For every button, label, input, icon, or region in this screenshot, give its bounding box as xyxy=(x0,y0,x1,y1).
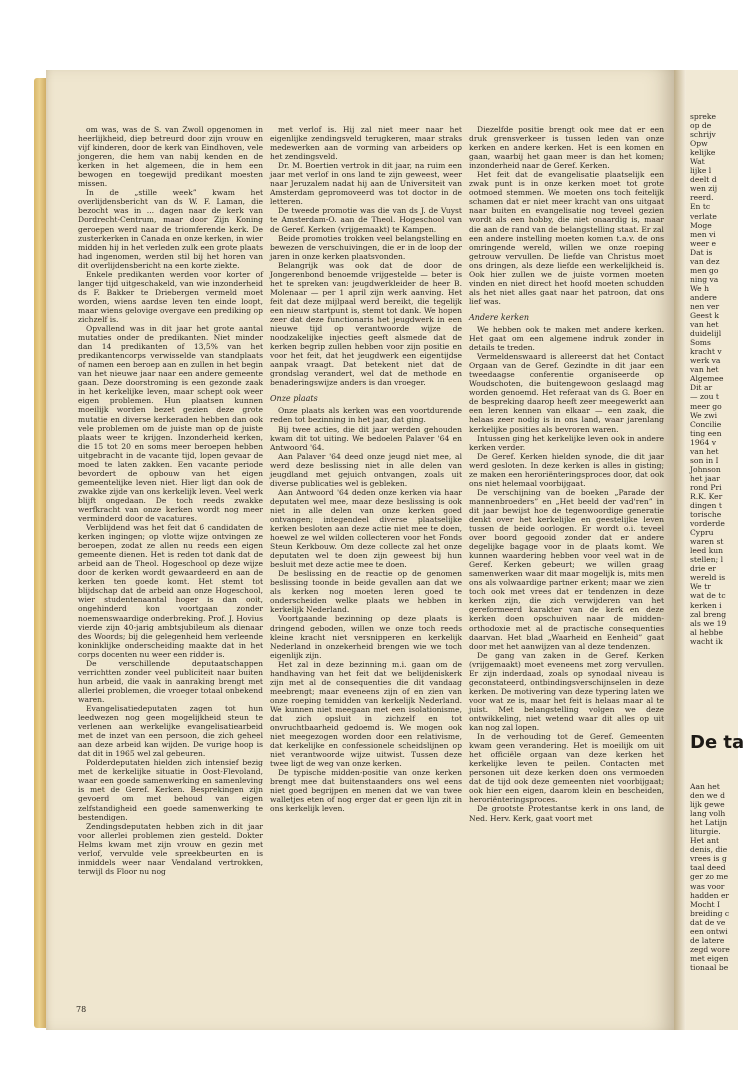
right-page-text xyxy=(690,112,750,646)
right-page-line: werk va xyxy=(690,356,721,366)
right-page-line: het jaar xyxy=(690,473,720,483)
paragraph: Diezelfde positie brengt ook mee dat er een druk grensverkeer is tussen leden van onze kerken en andere kerken. Het is een komen en gaan, waarbij het gaan meer is dan het komen; inzonderheid naar de Geref. Kerken. xyxy=(469,125,664,171)
right-page-line: reerd. xyxy=(690,193,714,203)
paragraph: In de „stille week” kwam het overlijdensbericht van ds W. F. Laman, die bezocht was in ... dagen naar de kerk van Dordrecht-Centrum, maar door Zijn Koning geroepen werd naar de triomferende kerk. De zusterkerken in Canada en onze kerken, in wier midden hij in het verleden zulk een grote plaats had ingenomen, werden stil bij het horen van dit overlijdensbericht na een korte ziekte. xyxy=(78,188,263,270)
paragraph: Belangrijk was ook dat de door de Jongerenbond benoemde vrijgestelde — beter is het te spreken van: jeugdwerkleider de heer B. Molenaar — per 1 april zijn werk aanving. Het feit dat deze mijlpaal werd bereikt, die tegelijk een nieuw startpunt is, stemt tot dank. We hopen zeer dat deze functionaris het jeugdwerk in een nieuwe tijd op verantwoorde wijze de noodzakelijke injecties geeft alsmede dat de kerken begrip zullen hebben voor zijn positie en voor het feit, dat het jeugdwerk een eigentijdse aanpak vraagt. Dat betekent niet dat de grondslag verandert, wel dat de methode en benaderingswijze anders is dan vroeger. xyxy=(270,260,462,388)
right-page-line: breiding c xyxy=(690,908,730,918)
right-page-line: Dat is xyxy=(690,247,713,257)
right-page-line: andere xyxy=(690,292,717,302)
paragraph: Onze plaats als kerken was een voortdurende reden tot bezinning in het jaar, dat ging. xyxy=(270,406,462,425)
right-page xyxy=(686,70,745,1030)
paragraph: De beslissing en de reactie op de genomen beslissing toonde in beide gevallen aan dat we als kerken nog moeten leren goed te onderscheiden welke plaats we hebben in kerkelijk Nederland. xyxy=(270,569,462,615)
right-page-line: vrees is g xyxy=(690,854,727,864)
paragraph: Het zal in deze bezinning m.i. gaan om de handhaving van het feit dat we belijdeniskerk zijn met al de consequenties die dit vandaag meebrengt; maar eveneens zijn of en zien van onze roeping temidden van kerkelijk Nederland. We kunnen niet meegaan met een isolationisme, dat zich opsluit in zichzelf en tot onvruchtbaarheid gedoemd is. We mogen ook niet meegezogen worden door een relativisme, dat kerkelijke en confessionele scheidslijnen op niet verantwoorde wijze uitwist. Tussen deze twee ligt de weg van onze kerken. xyxy=(270,659,462,769)
right-page-line: schrijv xyxy=(690,130,716,140)
right-page-line: nen ver xyxy=(690,301,720,311)
right-page-line: Moge xyxy=(690,220,712,230)
paragraph: De typische midden-positie van onze kerken brengt mee dat buitenstaanders ons wel eens niet goed begrijpen en menen dat we van twee walletjes eten of nog erger dat er geen lijn zit in ons kerkelijk leven. xyxy=(270,768,462,814)
right-page-heading: De ta xyxy=(690,732,745,753)
right-page-line: Concilie xyxy=(690,419,722,429)
text-column-2 xyxy=(270,125,462,1030)
right-page-line: wacht ik xyxy=(690,636,723,646)
right-page-line: kracht v xyxy=(690,347,722,357)
book-gutter xyxy=(674,70,686,1030)
paragraph: Intussen ging het kerkelijke leven ook in andere kerken verder. xyxy=(469,433,664,452)
paragraph: Enkele predikanten werden voor korter of langer tijd uitgeschakeld, van wie inzonderheid ds F. Bakker te Driebergen vermeld moet worden, wiens aardse leven ten einde loopt, maar wiens gelovige overgave een prediking op zichzelf is. xyxy=(78,269,263,324)
right-page-line: van het xyxy=(690,446,719,456)
right-page-line: de latere xyxy=(690,935,725,945)
right-page-line: dat de ve xyxy=(690,917,726,927)
right-page-line: lang volh xyxy=(690,809,726,819)
paragraph: We hebben ook te maken met andere kerken. Het gaat om een algemene indruk zonder in details te treden. xyxy=(469,324,664,353)
right-page-line: wat de tc xyxy=(690,591,726,601)
right-page-line: van het xyxy=(690,365,719,375)
right-page-line: dingen t xyxy=(690,501,722,511)
right-page-line: zegd wore xyxy=(690,944,730,954)
right-page-line: duidelijl xyxy=(690,329,722,339)
paragraph: De verschijning van de boeken „Parade der mannenbroeders” en „Het beeld der vad'ren” in dit jaar bewijst hoe de tegenwoordige generatie denkt over het kerkelijke en geestelijke leven tussen de beide oorlogen. Er wordt o.i. teveel over boord gegooid zonder dat er andere degelijke bagage voor in de plaats komt. We kunnen waardering hebben voor veel wat in de Geref. Kerken gebeurt; we willen graag samenwerken waar dit maar mogelijk is, mits men ons als volwaardige partner erkent; maar we zien toch ook met vrees dat er tendenzen in deze kerken zijn, die zich verwijderen van het gereformeerd karakter van de kerk en deze kerken doen opschuiven naar de midden-orthodoxie met al de practische consequenties daarvan. Het blad „Waarheid en Eenheid” gaat door met het aanwijzen van al deze tendenzen. xyxy=(469,487,664,651)
right-page-line: verlate xyxy=(690,211,717,221)
right-page-line: wereld is xyxy=(690,573,726,583)
right-page-line: We tr xyxy=(690,582,711,592)
page-number: 78 xyxy=(76,1005,87,1014)
right-page-line: stellen; l xyxy=(690,555,724,565)
right-page-text-2 xyxy=(690,782,750,972)
paragraph: In de verhouding tot de Geref. Gemeenten kwam geen verandering. Het is moeilijk om uit het officiële orgaan van deze kerken het kerkelijke leven te peilen. Contacten met personen uit deze kerken doen ons vermoeden dat de tijd ook deze gemeenten niet voorbijgaat; ook hier een eigen, daarom klein en bescheiden, heroriënteringsproces. xyxy=(469,732,664,805)
text-column-1 xyxy=(78,125,263,1030)
right-page-line: Cypru xyxy=(690,528,714,538)
paragraph: Vermeldenswaard is allereerst dat het Contact Orgaan van de Geref. Gezindte in dit jaar een tweedaagse conferentie organiseerde op Woudschoten, die buitengewoon geslaagd mag worden genoemd. Het referaat van ds G. Boer en de bespreking daarop heeft zeer meegewerkt aan een leren kennen van elkaar — een zaak, die helaas zeer nodig is in ons land, waar jarenlang kerkelijke posities als bevroren waren. xyxy=(469,352,664,434)
right-page-line: men vi xyxy=(690,229,716,239)
paragraph: De tweede promotie was die van ds J. de Vuyst te Amsterdam-O. aan de Theol. Hogeschool van de Geref. Kerken (vrijgemaakt) te Kampen. xyxy=(270,206,462,234)
right-page-line: als we 19 xyxy=(690,618,727,628)
right-page-line: waren st xyxy=(690,537,724,547)
section-heading: Onze plaats xyxy=(270,394,318,404)
right-page-line: Wat xyxy=(690,157,705,167)
right-page-line: zal breng xyxy=(690,609,727,619)
right-page-line: leed kun xyxy=(690,546,724,556)
right-page-line: al hebbe xyxy=(690,627,723,637)
right-page-line: Algemee xyxy=(690,374,724,384)
right-page-line: het Latijn xyxy=(690,818,728,828)
right-page-line: op de xyxy=(690,121,712,131)
right-page-line: lijk gewe xyxy=(690,800,725,810)
paragraph: Evangelisatiedeputaten zagen tot hun leedwezen nog geen mogelijkheid steun te verlenen aan werkelijke evangelisatiearbeid met de inzet van een persoon, die zich geheel aan deze arbeid kan wijden. De vurige hoop is dat dit in 1965 wel zal gebeuren. xyxy=(78,704,263,759)
right-page-line: Mocht I xyxy=(690,899,720,909)
right-page-line: torische xyxy=(690,510,722,520)
right-page-line: 1964 v xyxy=(690,437,717,447)
right-page-line: drie er xyxy=(690,564,716,574)
right-page-line: van dez xyxy=(690,256,720,266)
right-page-line: hadden er xyxy=(690,890,730,900)
right-page-line: weer e xyxy=(690,238,717,248)
right-page-line: vorderde xyxy=(690,519,725,529)
paragraph: met verlof is. Hij zal niet meer naar het eigenlijke zendingsveld terugkeren, maar straks medewerken aan de vorming van arbeiders op het zendingsveld. xyxy=(270,125,462,162)
paragraph: Aan Palaver '64 deed onze jeugd niet mee, al werd deze beslissing niet in alle delen van jeugdland met gejuich ontvangen, zoals uit diverse publicaties wel is gebleken. xyxy=(270,451,462,488)
section-heading: Andere kerken xyxy=(469,312,530,322)
right-page-line: Soms xyxy=(690,338,711,348)
paragraph: Polderdeputaten hielden zich intensief bezig met de kerkelijke situatie in Oost-Flevoland, waar een goede samenwerking en samenleving is met de Geref. Kerken. Besprekingen zijn gevoerd om met behoud van eigen zelfstandigheid een goede samenwerking te bestendigen. xyxy=(78,758,263,822)
right-page-line: Dit ar xyxy=(690,383,713,393)
paragraph: om was, was de S. van Zwoll opgenomen in heerlijkheid, diep betreurd door zijn vrouw en vijf kinderen, door de kerk van Eindhoven, vele jongeren, die hem van nabij kenden en de kerken in het algemeen, die in hem een bewogen en toegewijd predikant moesten missen. xyxy=(78,125,263,189)
right-page-line: En tc xyxy=(690,202,711,212)
paragraph: Beide promoties trokken veel belangstelling en bewezen de verschuivingen, die er in de loop der jaren in onze kerken plaatsvonden. xyxy=(270,233,462,261)
right-page-line: meer go xyxy=(690,401,722,411)
right-page-line: kelijke xyxy=(690,148,716,158)
right-page-line: wen zij xyxy=(690,184,718,194)
right-page-line: een ontwi xyxy=(690,926,728,936)
right-page-line: met eigen xyxy=(690,953,729,963)
right-page-line: den we d xyxy=(690,791,725,801)
paragraph: Dr. M. Boertien vertrok in dit jaar, na ruim een jaar met verlof in ons land te zijn geweest, weer naar Jeruzalem nadat hij aan de Universiteit van Amsterdam gepromoveerd was tot doctor in de letteren. xyxy=(270,161,462,207)
right-page-line: ning va xyxy=(690,274,719,284)
right-page-line: Aan het xyxy=(690,782,720,791)
right-page-line: taal deed xyxy=(690,863,726,873)
paragraph: Zendingsdeputaten hebben zich in dit jaar voor allerlei problemen zien gesteld. Dokter Helms kwam met zijn vrouw en gezin met verlof, vervulde vele spreekbeurten en is inmiddels weer naar Vendaland vertrokken, terwijl ds Floor nu nog xyxy=(78,821,263,876)
paragraph: Aan Antwoord '64 deden onze kerken via haar deputaten wel mee, maar deze beslissing is ook niet in alle delen van onze kerken goed ontvangen; integendeel diverse plaatselijke kerken besloten aan deze actie niet mee te doen, hoewel ze wel wilden collecteren voor het Fonds Steun Kerkbouw. Om deze collecte zal het onze deputaten wel te doen zijn geweest bij hun besluit met deze actie mee te doen. xyxy=(270,487,462,570)
right-page-line: was voor xyxy=(690,881,725,891)
paragraph: De verschillende deputaatschappen verrichtten zonder veel publiciteit naar buiten hun arbeid, die vaak in aanraking brengt met allerlei problemen, die vroeger totaal onbekend waren. xyxy=(78,658,263,704)
right-page-line: spreke xyxy=(690,112,716,121)
paragraph: Voortgaande bezinning op deze plaats is dringend geboden, willen we onze toch reeds kleine kracht niet versnipperen en kerkelijk Nederland in onzekerheid brengen wie we toch eigenlijk zijn. xyxy=(270,614,462,660)
right-page-line: ting een xyxy=(690,428,722,438)
right-page-line: R.K. Ker xyxy=(690,491,723,501)
right-page-line: son in I xyxy=(690,455,719,465)
paragraph: Opvallend was in dit jaar het grote aantal mutaties onder de predikanten. Niet minder dan 14 predikanten of 13,5% van het predikantencorps verwisselde van standplaats of namen een beroep aan en zullen in het begin van het nieuwe jaar naar een andere gemeente gaan. Deze doorstroming is een gezonde zaak in het kerkelijke leven, maar schept ook weer eigen problemen. Hun plaatsen kunnen moeilijk worden bezet gezien deze grote mutatie en diverse kerkeraden hebben dan ook vele problemen om de juiste man op de juiste plaats weer te krijgen. Inzonderheid kerken, die 15 tot 20 en soms meer beroepen hebben uitgebracht in de vacante tijd, lopen gevaar de moed te laten zakken. Een vacante periode bevordert de opbouw van het eigen gemeentelijke leven niet. Hier ligt dan ook de zwakke zijde van ons kerkelijk leven. Veel werk blijft ongedaan. De toch reeds zwakke werfkracht van onze kerken wordt nog meer verminderd door de vacatures. xyxy=(78,324,263,524)
right-page-line: tionaal be xyxy=(690,962,729,972)
paragraph: Bij twee acties, die dit jaar werden gehouden kwam dit tot uiting. We bedoelen Palaver '64 en Antwoord '64. xyxy=(270,424,462,452)
paragraph: De gang van zaken in de Geref. Kerken (vrijgemaakt) moet eveneens met zorg vervullen. Er zijn inderdaad, zoals op synodaal niveau is geconstateerd, ontbindingsverschijnselen in deze kerken. De motivering van deze typering laten we voor wat ze is, maar het feit is helaas maar al te juist. Met belangstelling volgen we deze ontwikkeling, niet wetend waar dit alles op uit kan nog zal lopen. xyxy=(469,650,664,733)
right-page-line: We zwi xyxy=(690,410,718,420)
right-page-line: deelt d xyxy=(690,175,717,185)
right-page-line: rond Pri xyxy=(690,482,722,492)
right-page-line: — zou t xyxy=(690,392,719,402)
right-page-line: Opw xyxy=(690,139,708,149)
right-page-line: Geest k xyxy=(690,311,720,321)
right-page-line: liturgie. xyxy=(690,827,721,837)
right-page-line: We h xyxy=(690,283,709,293)
right-page-line: denis, die xyxy=(690,845,728,855)
paragraph: De Geref. Kerken hielden synode, die dit jaar werd gesloten. In deze kerken is alles in gisting; ze maken een heroriënteringsproces door, dat ook ons niet helemaal voorbijgaat. xyxy=(469,451,664,488)
text-column-3 xyxy=(469,125,664,1030)
right-page-line: van het xyxy=(690,320,719,330)
right-page-line: Johnson xyxy=(690,464,721,474)
paragraph: De grootste Protestantse kerk in ons land, de Ned. Herv. Kerk, gaat voort met xyxy=(469,804,664,823)
right-page-line: Het ant xyxy=(690,836,720,846)
right-page-line: kerken i xyxy=(690,600,722,610)
right-page-line: men go xyxy=(690,265,719,275)
right-page-line: ger zo me xyxy=(690,872,729,882)
paragraph: Verblijdend was het feit dat 6 candidaten de kerken ingingen; op vlotte wijze ontvingen ze beroepen, zodat ze allen nu reeds een eigen gemeente dienen. Het is reden tot dank dat de arbeid aan de Theol. Hogeschool op deze wijze door de kerken wordt gewaardeerd en aan de kerken ten goede komt. Het stemt tot blijdschap dat de arbeid aan onze Hogeschool, wier studentenaantal hoger is dan ooit, ongehinderd kon voortgaan zonder noemenswaardige onderbreking. Prof. J. Hovius vierde zijn 40-jarig ambtsjubileum als dienaar des Woords; bij die gelegenheid hem verleende koninklijke onderscheiding maakte dat in het corps docenten nu weer een ridder is. xyxy=(78,523,263,659)
right-page-line: lijke l xyxy=(690,166,712,176)
paragraph: Het feit dat de evangelisatie plaatselijk een zwak punt is in onze kerken moet tot grote ootmoed stemmen. We moeten ons toch feitelijk schamen dat er niet meer kracht van ons uitgaat naar buiten en evangelisatie nog teveel gezien wordt als een hobby, die niet onaardig is, maar die aan de rand van de belangstelling staat. Er zal een andere instelling moeten komen t.a.v. de ons omringende wereld, willen we onze roeping getrouw vervullen. De liefde van Christus moet ons dringen, als deze liefde een werkelijkheid is. Ook hier zullen we de juiste vormen moeten vinden en niet direct het hoofd moeten schudden als het niet alles gaat naar het patroon, dat ons lief was. xyxy=(469,170,664,306)
